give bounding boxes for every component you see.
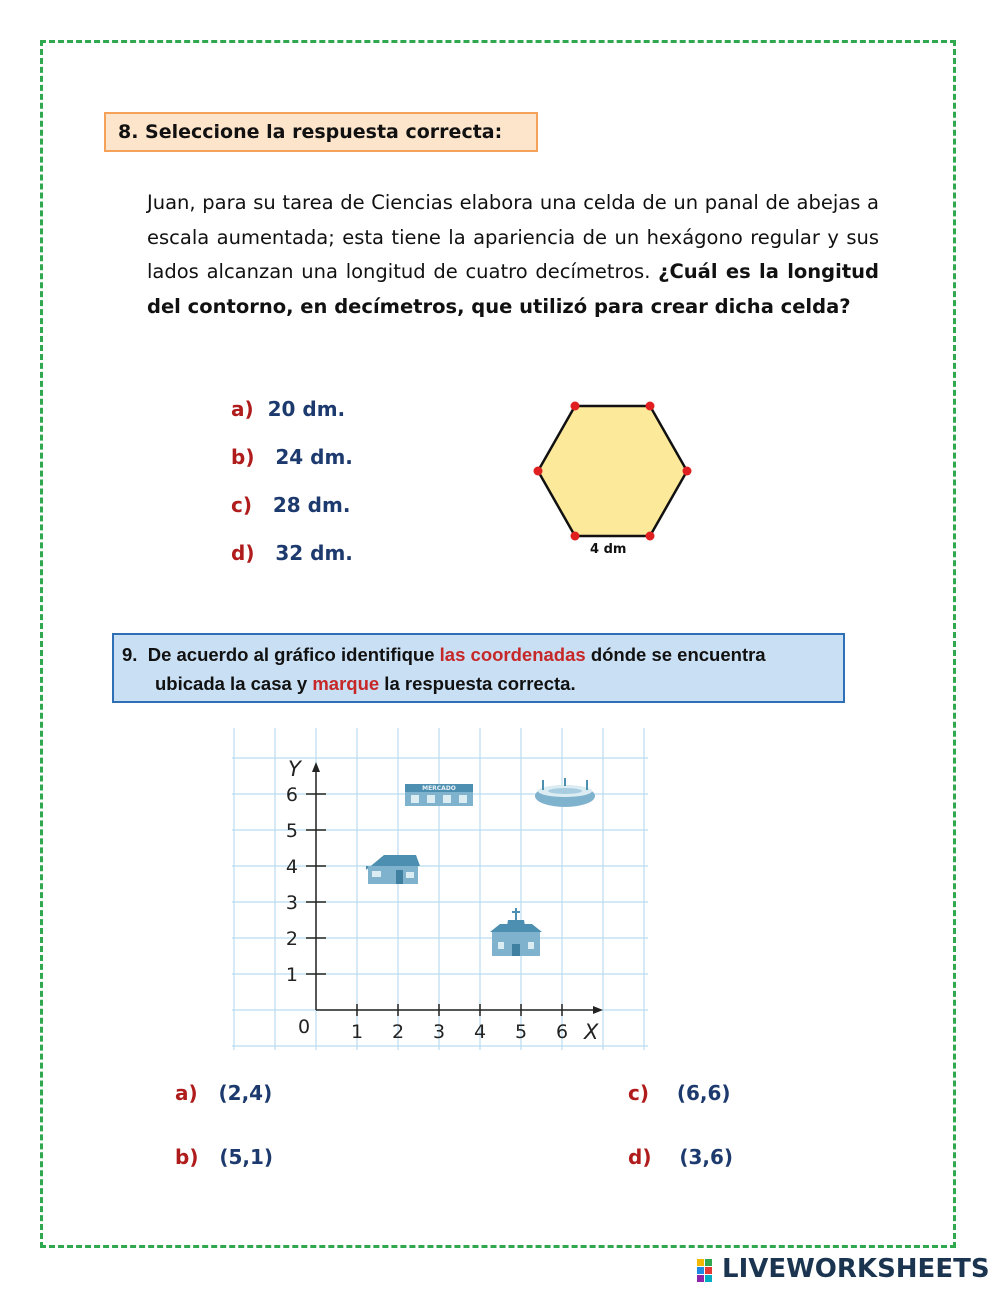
- x-tick-label: 4: [473, 1021, 487, 1043]
- q9-option-b[interactable]: b) (5,1): [175, 1145, 274, 1169]
- question-9-header: [112, 633, 845, 703]
- q8-option-b[interactable]: b) 24 dm.: [231, 445, 353, 469]
- x-tick-label: 3: [432, 1021, 446, 1043]
- q9-option-c[interactable]: c) (6,6): [628, 1081, 731, 1105]
- x-tick-label: 6: [555, 1021, 569, 1043]
- x-tick-label: 5: [514, 1021, 528, 1043]
- q8-option-c[interactable]: c) 28 dm.: [231, 493, 351, 517]
- x-tick-label: 2: [391, 1021, 405, 1043]
- question-9-line-1: 9. De acuerdo al gráfico identifique las coordenadas dónde se encuentra: [122, 644, 766, 665]
- side-length-label: 4 dm: [590, 542, 627, 557]
- q8-option-d[interactable]: d) 32 dm.: [231, 541, 353, 565]
- liveworksheets-brand: LIVEWORKSHEETS: [722, 1254, 990, 1284]
- hexagon-shape: [538, 406, 687, 536]
- question-8-question: ¿Cuál es la longitud del contorno, en decímetros, que utilizó para crear dicha celda?: [147, 260, 879, 318]
- vertex-dot: [646, 532, 655, 541]
- vertex-dot: [571, 532, 580, 541]
- vertex-dot: [534, 467, 543, 476]
- coordinate-chart: [232, 728, 648, 1050]
- liveworksheets-logo-icon: [697, 1259, 721, 1283]
- y-tick-label: 2: [285, 928, 298, 950]
- q8-option-a[interactable]: a) 20 dm.: [231, 397, 346, 421]
- origin-label: 0: [298, 1016, 311, 1038]
- question-8-statement: Juan, para su tarea de Ciencias elabora una celda de un panal de abejas a escala aumentada; esta tiene la apariencia de un hexágono regular y sus lados alcanzan una longitud de cuatro decímetros.: [147, 191, 879, 283]
- question-9-line-2: ubicada la casa y marque la respuesta correcta.: [155, 673, 576, 694]
- vertex-dot: [683, 467, 692, 476]
- vertex-dot: [646, 402, 655, 411]
- q9-option-a[interactable]: a) (2,4): [175, 1081, 273, 1105]
- market-icon[interactable]: [405, 784, 473, 806]
- y-tick-label: 6: [285, 784, 298, 806]
- y-tick-label: 1: [285, 964, 298, 986]
- y-tick-label: 4: [285, 856, 298, 878]
- question-8-header: 8. Seleccione la respuesta correcta:: [104, 112, 538, 152]
- y-tick-label: 5: [285, 820, 298, 842]
- hexagon-figure: [520, 390, 710, 570]
- y-tick-label: 3: [285, 892, 298, 914]
- q9-option-d[interactable]: d) (3,6): [628, 1145, 734, 1169]
- vertex-dot: [571, 402, 580, 411]
- question-8-text: [147, 186, 879, 324]
- x-tick-label: 1: [350, 1021, 364, 1043]
- y-axis-label: Y: [288, 757, 301, 781]
- x-axis-label: X: [584, 1020, 599, 1044]
- stadium-icon[interactable]: [535, 778, 595, 807]
- svg-text:MERCADO: MERCADO: [422, 785, 456, 792]
